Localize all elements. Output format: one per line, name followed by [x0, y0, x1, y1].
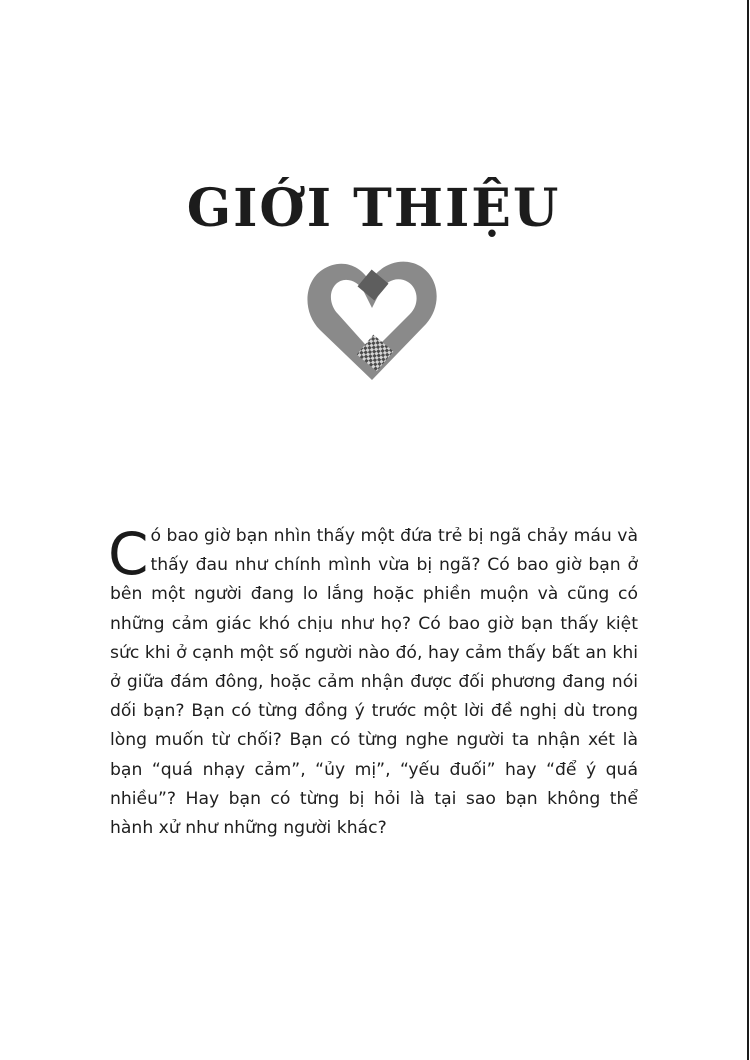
intro-paragraph-text: ó bao giờ bạn nhìn thấy một đứa trẻ bị ngã chảy máu và thấy đau như chính mình vừa bị ngã? Có bao giờ bạn ở bên một người đang lo lắng hoặc phiền muộn và cũng có những cảm giác khó chịu như họ? Có bao giờ bạn thấy kiệt sức khi ở cạnh một số người nào đó, hay cảm thấy bất an khi ở giữa đám đông, hoặc cảm nhận được đối phương đang nói dối bạn? Bạn có từng đồng ý trước một lời đề nghị dù trong lòng muốn từ chối? Bạn có từng nghe người ta nhận xét là bạn “quá nhạy cảm”, “ủy mị”, “yếu đuối” hay “để ý quá nhiều”? Hay bạn có từng bị hỏi là tại sao bạn không thể hành xử như những người khác?	[110, 526, 638, 839]
heart-bandage-icon	[300, 252, 446, 388]
intro-paragraph	[110, 522, 638, 843]
chapter-title: GIỚI THIỆU	[186, 178, 561, 239]
drop-cap: C	[108, 520, 149, 588]
